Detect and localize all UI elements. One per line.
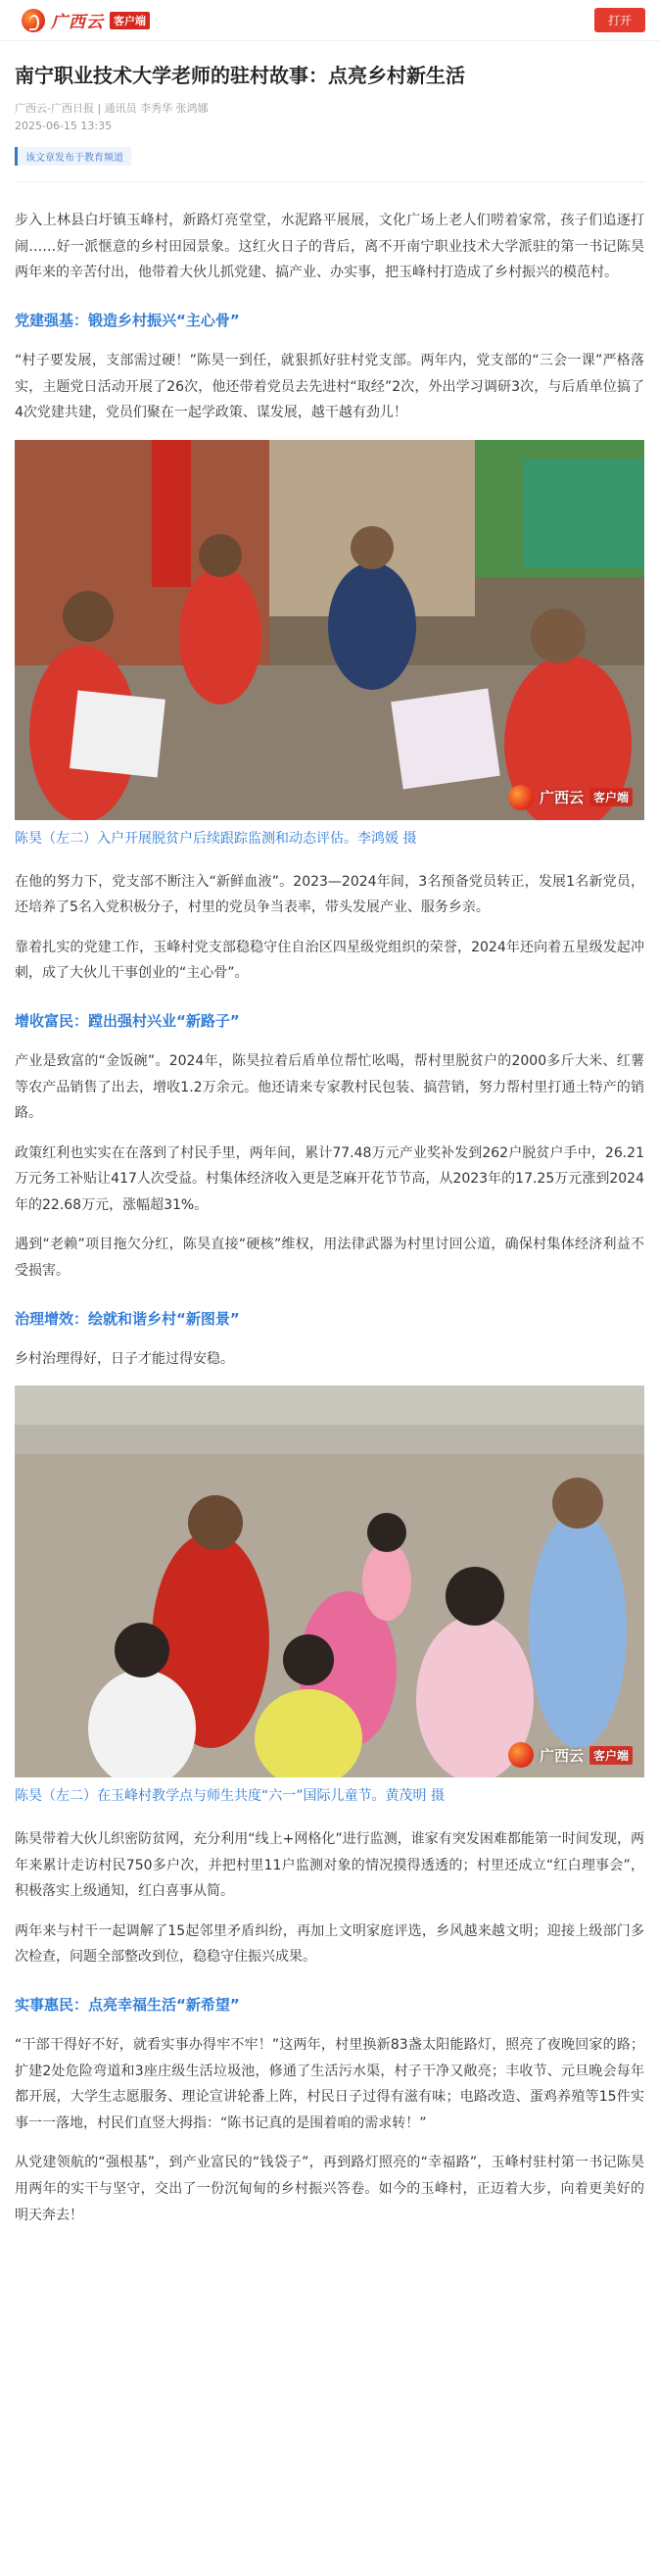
section-heading: 党建强基：锻造乡村振兴“主心骨” xyxy=(15,311,240,329)
paragraph: 靠着扎实的党建工作，玉峰村党支部稳稳守住自治区四星级党组织的荣誉，2024年还向着五星级发起冲刺，成了大伙儿干事创业的“主心骨”。 xyxy=(15,939,644,982)
paragraph: 步入上林县白圩镇玉峰村，新路灯亮堂堂，水泥路平展展，文化广场上老人们唠着家常，孩子们追逐打闹……好一派惬意的乡村田园景象。这红火日子的背后，离不开南宁职业技术大学派驻的第一书记陈昊两年来的辛苦付出，他带着大伙儿抓党建、搞产业、办实事，把玉峰村打造成了乡村振兴的模范村。 xyxy=(15,213,644,281)
paragraph: 政策红利也实实在在落到了村民手里，两年间，累计77.48万元产业奖补发到262户脱贫户手中，26.21万元务工补贴让417人次受益。村集体经济收入更是芝麻开花节节高，从2023年的17.25万元涨到2024年的22.68万元，涨幅超31%。 xyxy=(15,1144,644,1213)
section-heading: 实事惠民：点亮幸福生活“新希望” xyxy=(15,1996,240,2015)
watermark-text: 广西云 xyxy=(539,1746,584,1765)
article-meta xyxy=(15,100,644,134)
article-body xyxy=(0,182,659,2228)
watermark-sub: 客户端 xyxy=(589,788,633,806)
photo-home-visit-image xyxy=(15,440,644,820)
logo-icon xyxy=(22,9,45,32)
watermark-sub: 客户端 xyxy=(589,1746,633,1765)
photo-caption: 陈昊（左二）在玉峰村教学点与师生共度“六一”国际儿童节。黄茂明 摄 xyxy=(15,1788,445,1805)
paragraph: 乡村治理得好，日子才能过得安稳。 xyxy=(15,1350,234,1367)
paragraph: 产业是致富的“金饭碗”。2024年，陈昊拉着后盾单位帮忙吆喝，帮村里脱贫户的2000多斤大米、红薯等农产品销售了出去，增收1.2万余元。他还请来专家教村民包装、搞营销，努力帮村里打通土特产的销路。 xyxy=(15,1052,644,1122)
photo-childrens-day-image xyxy=(15,1385,644,1777)
open-app-button[interactable]: 打开 xyxy=(594,8,645,32)
paragraph: 两年来与村干一起调解了15起邻里矛盾纠纷，再加上文明家庭评选，乡风越来越文明；迎接上级部门多次检查，问题全部整改到位，稳稳守住振兴成果。 xyxy=(15,1922,644,1966)
section-heading: 治理增效：绘就和谐乡村“新图景” xyxy=(15,1309,240,1328)
article-header xyxy=(0,61,659,182)
logo-sub: 客户端 xyxy=(110,12,150,29)
watermark-logo-icon xyxy=(508,785,534,810)
logo-text: 广西云 xyxy=(51,13,104,32)
photo-home-visit xyxy=(15,440,644,820)
watermark xyxy=(508,1742,633,1768)
watermark-logo-icon xyxy=(508,1742,534,1768)
channel-tag[interactable]: 该文章发布于教育频道 xyxy=(15,147,131,166)
paragraph: 从党建领航的“强根基”，到产业富民的“钱袋子”，再到路灯照亮的“幸福路”，玉峰村驻村第一书记陈昊用两年的实干与坚守，交出了一份沉甸甸的乡村振兴答卷。如今的玉峰村，正迈着大步，向着更美好的明天奔去！ xyxy=(15,2155,644,2223)
paragraph: 遇到“老赖”项目拖欠分红，陈昊直接“硬核”维权，用法律武器为村里讨回公道，确保村集体经济利益不受损害。 xyxy=(15,1237,644,1280)
photo-childrens-day xyxy=(15,1385,644,1777)
article-datetime: 2025-06-15 13:35 xyxy=(15,119,113,132)
paragraph: “村子要发展，支部需过硬！”陈昊一到任，就狠抓好驻村党支部。两年内，党支部的“三会一课”严格落实，主题党日活动开展了26次，他还带着党员去先进村“取经”2次，外出学习调研3次，与后盾单位搞了4次党建共建，党员们聚在一起学政策、谋发展，越干越有劲儿！ xyxy=(15,352,644,421)
photo-caption: 陈昊（左二）入户开展脱贫户后续跟踪监测和动态评估。李鸿媛 摄 xyxy=(15,830,417,847)
article-title: 南宁职业技术大学老师的驻村故事：点亮乡村新生活 xyxy=(15,64,465,87)
watermark xyxy=(508,785,633,810)
paragraph: 陈昊带着大伙儿织密防贫网，充分利用“线上+网格化”进行监测，谁家有突发困难都能第一时间发现，两年来累计走访村民750多户次，并把村里11户监测对象的情况摸得透透的；村里还成立“红白理事会”，积极落实上级通知，红白喜事从简。 xyxy=(15,1831,644,1900)
article-source: 广西云-广西日报 | 通讯员 李秀华 张鸿娜 xyxy=(15,102,209,115)
paragraph: 在他的努力下，党支部不断注入“新鲜血液”。2023—2024年间，3名预备党员转正，发展1名新党员，还培养了5名入党积极分子，村里的党员争当表率，带头发展产业、服务乡亲。 xyxy=(15,873,644,916)
section-heading: 增收富民：蹚出强村兴业“新路子” xyxy=(15,1011,240,1030)
paragraph: “干部干得好不好，就看实事办得牢不牢！”这两年，村里换新83盏太阳能路灯，照亮了夜晚回家的路；扩建2处危险弯道和3座庄级生活垃圾池，修通了生活污水渠，村子干净又敞亮；丰收节、元旦晚会每年都开展，大学生志愿服务、理论宣讲轮番上阵，村民日子过得有滋有味；电路改造、蛋鸡养殖等15件实事一一落地，村民们直竖大拇指：“陈书记真的是围着咱的需求转！” xyxy=(15,2037,644,2131)
watermark-text: 广西云 xyxy=(539,789,584,807)
app-logo[interactable] xyxy=(22,8,150,32)
top-bar xyxy=(0,0,659,41)
